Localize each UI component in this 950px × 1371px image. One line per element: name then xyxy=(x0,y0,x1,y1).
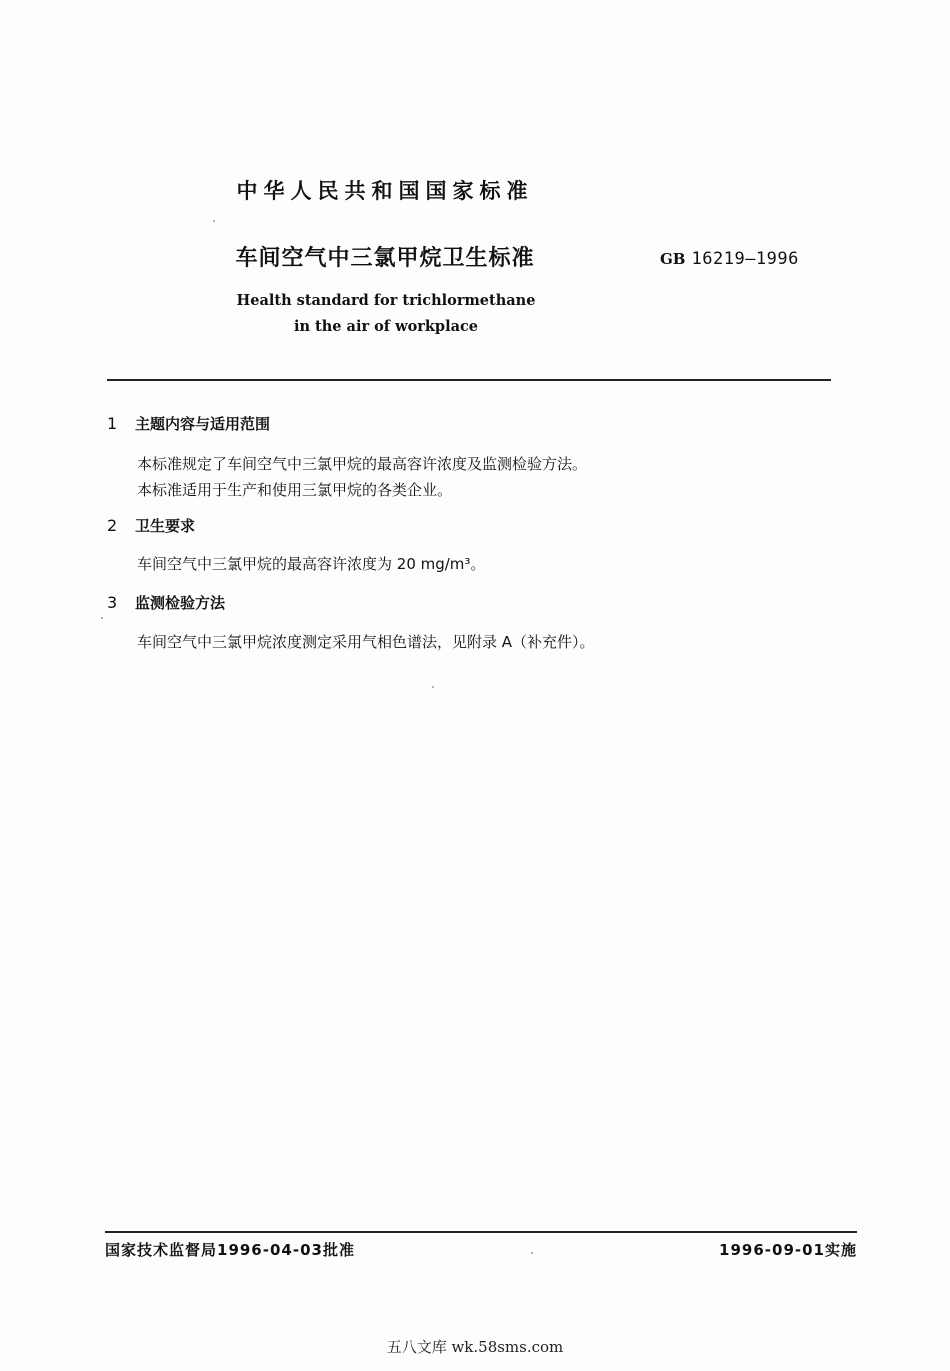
paragraph: 本标准规定了车间空气中三氯甲烷的最高容许浓度及监测检验方法。 xyxy=(137,455,588,473)
national-standard-header: 中华人民共和国国家标准 xyxy=(236,179,534,203)
standard-code: 16219—1996 xyxy=(691,249,799,269)
document-title-cn: 车间空气中三氯甲烷卫生标准 xyxy=(235,246,535,271)
scan-speck xyxy=(531,1252,533,1254)
effective-date: 1996-09-01实施 xyxy=(719,1241,857,1259)
standard-prefix: GB xyxy=(660,250,686,268)
paragraph: 本标准适用于生产和使用三氯甲烷的各类企业。 xyxy=(137,481,453,499)
scan-speck xyxy=(101,617,103,619)
section-number: 2 xyxy=(107,516,118,535)
scan-speck xyxy=(432,686,434,688)
scan-speck xyxy=(213,220,215,222)
document-title-en-line2: in the air of workplace xyxy=(293,318,479,335)
paragraph: 车间空气中三氯甲烷浓度测定采用气相色谱法，见附录 A（补充件）。 xyxy=(137,633,595,651)
section-heading-2 xyxy=(107,515,195,536)
section-heading-1 xyxy=(107,413,270,434)
standard-number xyxy=(660,249,799,269)
section-number: 1 xyxy=(107,414,118,433)
header-divider xyxy=(107,379,831,381)
section-heading-3 xyxy=(107,592,225,613)
footer-divider xyxy=(105,1231,857,1233)
approval-date: 国家技术监督局1996-04-03批准 xyxy=(105,1241,355,1259)
section-title: 监测检验方法 xyxy=(135,594,226,612)
section-number: 3 xyxy=(107,593,118,612)
watermark-text: 五八文库 wk.58sms.com xyxy=(386,1338,564,1356)
section-title: 主题内容与适用范围 xyxy=(135,415,271,433)
document-title-en-line1: Health standard for trichlormethane xyxy=(236,292,536,309)
section-title: 卫生要求 xyxy=(135,517,196,535)
paragraph: 车间空气中三氯甲烷的最高容许浓度为 20 mg/m³。 xyxy=(137,555,486,573)
